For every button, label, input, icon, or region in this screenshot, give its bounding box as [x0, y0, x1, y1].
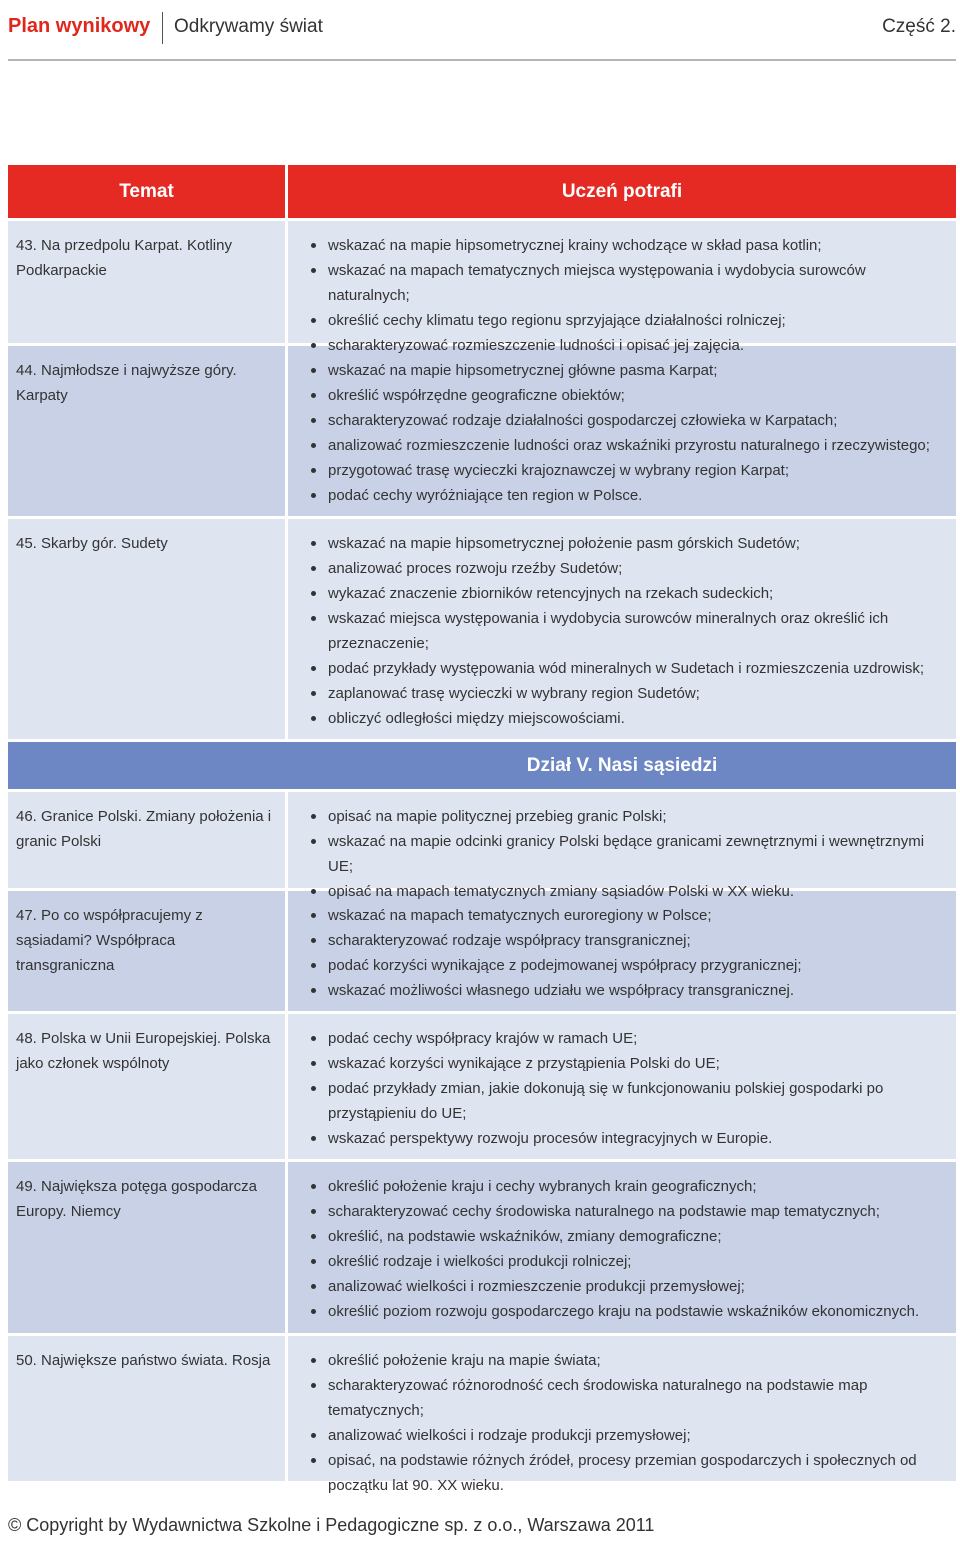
list-item: przygotować trasę wycieczki krajoznawczej w wybrany region Karpat;: [308, 458, 944, 483]
part-label: Część 2.: [882, 16, 956, 37]
topic-cell: 48. Polska w Unii Europejskiej. Polska jako członek wspólnoty: [8, 1014, 285, 1159]
table-row: [8, 1336, 956, 1494]
list-item: scharakteryzować różnorodność cech środowiska naturalnego na podstawie map tematycznych;: [308, 1373, 944, 1423]
skills-list: [308, 1348, 944, 1498]
list-item: analizować rozmieszczenie ludności oraz wskaźniki przyrostu naturalnego i rzeczywistego;: [308, 433, 944, 458]
skills-list: [308, 358, 944, 508]
table-row: [8, 519, 956, 739]
list-item: podać korzyści wynikające z podejmowanej współpracy przygranicznej;: [308, 953, 944, 978]
list-item: zaplanować trasę wycieczki w wybrany region Sudetów;: [308, 681, 944, 706]
list-item: wskazać możliwości własnego udziału we współpracy transgranicznej.: [308, 978, 944, 1003]
section-heading: [8, 742, 956, 789]
list-item: wskazać na mapach tematycznych euroregiony w Polsce;: [308, 903, 944, 928]
list-item: określić cechy klimatu tego regionu sprzyjające działalności rolniczej;: [308, 308, 944, 333]
list-item: scharakteryzować cechy środowiska naturalnego na podstawie map tematycznych;: [308, 1199, 944, 1224]
list-item: obliczyć odległości między miejscowościami.: [308, 706, 944, 731]
skills-cell: [288, 221, 956, 354]
list-item: analizować wielkości i rozmieszczenie produkcji przemysłowej;: [308, 1274, 944, 1299]
topic-cell: 47. Po co współpracujemy z sąsiadami? Współpraca transgraniczna: [8, 891, 285, 1011]
skills-list: [308, 804, 944, 904]
skills-cell: [288, 1162, 956, 1333]
list-item: scharakteryzować rozmieszczenie ludności i opisać jej zajęcia.: [308, 333, 944, 358]
list-item: wskazać na mapach tematycznych miejsca występowania i wydobycia surowców naturalnych;: [308, 258, 944, 308]
list-item: określić poziom rozwoju gospodarczego kraju na podstawie wskaźników ekonomicznych.: [308, 1299, 944, 1324]
column-header-topic: Temat: [8, 165, 285, 218]
list-item: określić, na podstawie wskaźników, zmiany demograficzne;: [308, 1224, 944, 1249]
table-header: [8, 165, 956, 218]
list-item: określić rodzaje i wielkości produkcji rolniczej;: [308, 1249, 944, 1274]
table-row: [8, 891, 956, 1011]
copyright-footer: © Copyright by Wydawnictwa Szkolne i Pedagogiczne sp. z o.o., Warszawa 2011: [8, 1515, 655, 1535]
table-row: [8, 1014, 956, 1159]
skills-cell: [288, 519, 956, 739]
curriculum-table: [8, 165, 956, 1494]
list-item: scharakteryzować rodzaje działalności gospodarczej człowieka w Karpatach;: [308, 408, 944, 433]
topic-cell: 46. Granice Polski. Zmiany położenia i granic Polski: [8, 792, 285, 888]
list-item: scharakteryzować rodzaje współpracy transgranicznej;: [308, 928, 944, 953]
list-item: określić położenie kraju na mapie świata;: [308, 1348, 944, 1373]
table-row: [8, 1162, 956, 1333]
header-divider: [8, 59, 956, 61]
series-title: Odkrywamy świat: [174, 16, 323, 37]
page-header: [8, 0, 956, 56]
skills-list: [308, 1026, 944, 1151]
table-row: [8, 346, 956, 516]
header-separator: [162, 12, 163, 44]
topic-cell: 43. Na przedpolu Karpat. Kotliny Podkarpackie: [8, 221, 285, 343]
list-item: opisać, na podstawie różnych źródeł, procesy przemian gospodarczych i społecznych od początku lat 90. XX wieku.: [308, 1448, 944, 1498]
list-item: wskazać na mapie hipsometrycznej położenie pasm górskich Sudetów;: [308, 531, 944, 556]
list-item: wskazać na mapie hipsometrycznej główne pasma Karpat;: [308, 358, 944, 383]
list-item: wskazać korzyści wynikające z przystąpienia Polski do UE;: [308, 1051, 944, 1076]
list-item: wskazać na mapie hipsometrycznej krainy wchodzące w skład pasa kotlin;: [308, 233, 944, 258]
skills-list: [308, 903, 944, 1003]
skills-list: [308, 531, 944, 731]
table-row: [8, 792, 956, 900]
skills-cell: [288, 1336, 956, 1494]
topic-cell: 49. Największa potęga gospodarcza Europy. Niemcy: [8, 1162, 285, 1333]
list-item: podać cechy współpracy krajów w ramach UE;: [308, 1026, 944, 1051]
list-item: analizować proces rozwoju rzeźby Sudetów;: [308, 556, 944, 581]
skills-list: [308, 233, 944, 358]
list-item: podać przykłady występowania wód mineralnych w Sudetach i rozmieszczenia uzdrowisk;: [308, 656, 944, 681]
topic-cell: 45. Skarby gór. Sudety: [8, 519, 285, 739]
list-item: wskazać na mapie odcinki granicy Polski będące granicami zewnętrznymi i wewnętrznymi UE;: [308, 829, 944, 879]
list-item: opisać na mapie politycznej przebieg granic Polski;: [308, 804, 944, 829]
list-item: wskazać perspektywy rozwoju procesów integracyjnych w Europie.: [308, 1126, 944, 1151]
table-row: [8, 221, 956, 354]
list-item: podać cechy wyróżniające ten region w Polsce.: [308, 483, 944, 508]
section-title: Dział V. Nasi sąsiedzi: [526, 754, 718, 776]
skills-cell: [288, 891, 956, 1011]
list-item: opisać na mapach tematycznych zmiany sąsiadów Polski w XX wieku.: [308, 879, 944, 904]
topic-cell: 44. Najmłodsze i najwyższe góry. Karpaty: [8, 346, 285, 516]
skills-cell: [288, 1014, 956, 1159]
list-item: wykazać znaczenie zbiorników retencyjnych na rzekach sudeckich;: [308, 581, 944, 606]
topic-cell: 50. Największe państwo świata. Rosja: [8, 1336, 285, 1481]
brand-title: Plan wynikowy: [8, 15, 151, 37]
column-header-skills: Uczeń potrafi: [288, 165, 956, 218]
list-item: wskazać miejsca występowania i wydobycia surowców mineralnych oraz określić ich przeznaczenie;: [308, 606, 944, 656]
skills-list: [308, 1174, 944, 1324]
list-item: podać przykłady zmian, jakie dokonują się w funkcjonowaniu polskiej gospodarki po przystąpieniu do UE;: [308, 1076, 944, 1126]
skills-cell: [288, 792, 956, 900]
skills-cell: [288, 346, 956, 516]
list-item: analizować wielkości i rodzaje produkcji przemysłowej;: [308, 1423, 944, 1448]
list-item: określić położenie kraju i cechy wybranych krain geograficznych;: [308, 1174, 944, 1199]
list-item: określić współrzędne geograficzne obiektów;: [308, 383, 944, 408]
